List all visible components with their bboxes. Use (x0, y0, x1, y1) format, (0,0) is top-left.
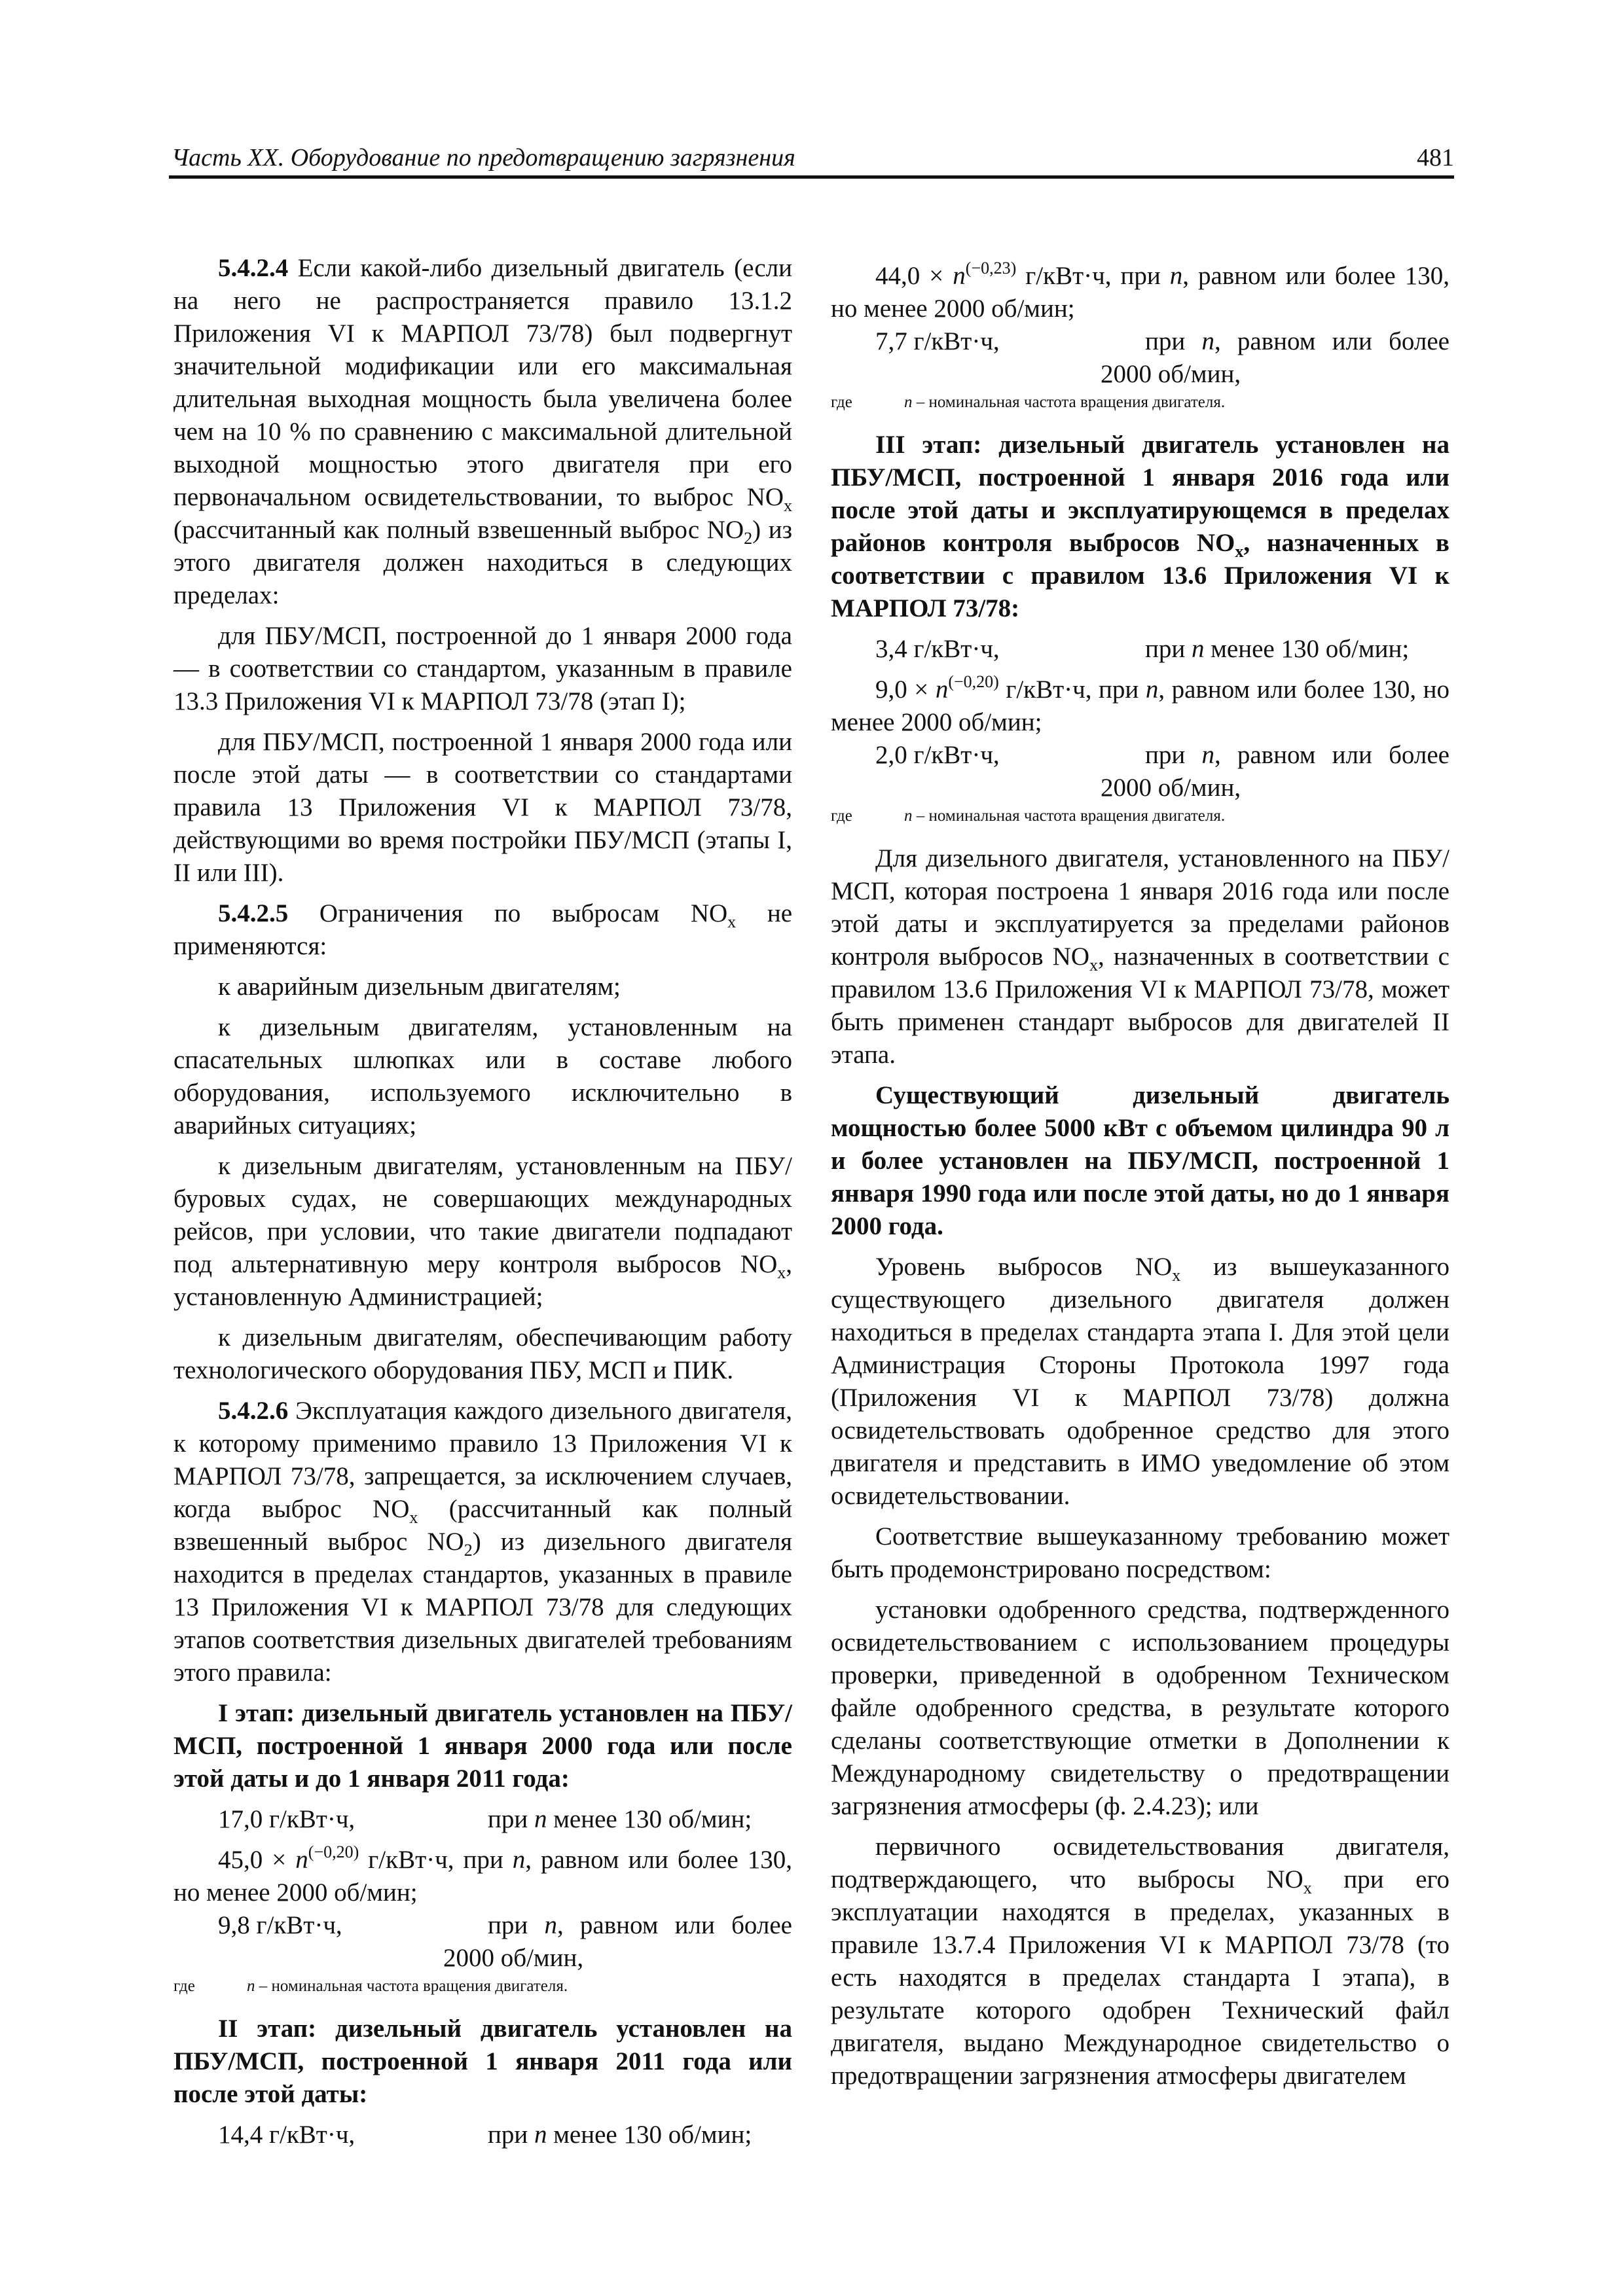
where-note (831, 391, 1450, 414)
stage-text: I этап: дизельный двигатель установлен на ПБУ/МСП, построенной 1 января 2000 года или после этой даты и до 1 января 2011 года: (173, 1699, 792, 1793)
right-column (831, 252, 1450, 2100)
n-symbol: n (534, 2121, 547, 2149)
subscript: 2 (464, 1540, 473, 1560)
condition-text: , равном или более 2000 об/мин, (1101, 327, 1450, 388)
condition-text: , равном или более 130, но менее 2000 об/мин; (831, 262, 1450, 323)
n-symbol: n (953, 262, 966, 290)
paragraph-before-2000: для ПБУ/МСП, построенной до 1 января 2000 года — в соответствии со стандартом, указанным в правиле 13.3 Приложения VI к МАРПОЛ 73/78 (этап I); (173, 622, 792, 715)
limit-value: 14,4 г/кВт·ч, (218, 2121, 356, 2149)
condition-text: , равном или более 130, но менее 2000 об/мин; (173, 1846, 793, 1907)
exponent: (−0,23) (965, 259, 1017, 278)
condition-text: при (1145, 327, 1202, 355)
subscript: x (1172, 1265, 1181, 1285)
where-text: – номинальная частота вращения двигателя. (912, 807, 1226, 825)
section-number: 5.4.2.5 (218, 899, 289, 927)
stage-3-row-2 (831, 666, 1450, 739)
limit-value: 7,7 г/кВт·ч, (875, 327, 1000, 355)
stage-3-heading (831, 429, 1450, 625)
left-column (173, 252, 792, 2151)
where-label: где (831, 393, 852, 411)
n-symbol: n (295, 1846, 308, 1874)
paragraph-text: Ограничения по выбросам NO (319, 899, 728, 927)
subscript: x (409, 1507, 418, 1527)
list-item-lifeboats: к дизельным двигателям, установленным на спасательных шлюпках или в составе любого оборудования, используемого исключительно в аварийных ситуациях; (173, 1013, 792, 1139)
paragraph-5-4-2-5 (173, 897, 792, 963)
limit-value: 17,0 г/кВт·ч, (218, 1805, 356, 1833)
stage-2-row-1 (173, 2119, 792, 2151)
stage-3-row-1 (831, 633, 1450, 666)
list-item-initial-survey (831, 1831, 1450, 2092)
limit-value: 45,0 × (218, 1846, 296, 1874)
paragraph-text: (рассчитанный как полный взвешенный выброс NO (173, 516, 744, 544)
where-text: – номинальная частота вращения двигателя. (255, 1977, 568, 1995)
stage-text-part: III этап: дизельный двигатель установлен на ПБУ/МСП, построенной 1 января 2016 года или после этой даты и эксплуатирующемся в пределах районов контроля выбросов NO (831, 431, 1450, 557)
subscript: x (1089, 955, 1099, 975)
paragraph-existing-engine (831, 1079, 1450, 1243)
condition-text: при (1145, 741, 1202, 769)
paragraph-text: Для дизельного двигателя, установленного на ПБУ/МСП, которая построена 1 января 2016 года или после этой даты и эксплуатируется за пределами районов контроля выбросов NO (831, 844, 1450, 971)
paragraph-compliance: Соответствие вышеуказанному требованию может быть продемонстрировано посредством: (831, 1522, 1450, 1583)
n-symbol: n (904, 393, 913, 411)
limit-condition (1101, 633, 1450, 666)
where-label: где (831, 807, 852, 825)
limit-condition (1101, 325, 1450, 391)
subscript: x (784, 495, 792, 515)
n-symbol: n (534, 1805, 547, 1833)
list-item-technological: к дизельным двигателям, обеспечивающим работу технологического оборудования ПБУ, МСП и ПИК. (173, 1323, 792, 1384)
paragraph-text: , назначенных в соответствии с правилом 13.6 Приложения VI к МАРПОЛ 73/78, может быть применен стандарт выбросов для двигателей II этапа. (831, 942, 1450, 1069)
header-rule (169, 175, 1454, 179)
paragraph-text: Если какой-либо дизельный двигатель (если на него не распространяется правило 13.1.2 Приложения VI к МАРПОЛ 73/78) был подвергнут значительной модификации или его максимальная длительная выходная мощность была увеличена более чем на 10 % по сравнению с максимальной длительной выходной мощностью этого двигателя при его первоначальном освидетельствовании, то выброс NO (173, 254, 793, 511)
limit-value: 9,8 г/кВт·ч, (218, 1911, 342, 1939)
stage-1-row-3 (173, 1909, 792, 1975)
paragraph-5-4-2-4 (173, 252, 792, 612)
paragraph-5-4-2-6 (173, 1395, 792, 1689)
subscript: x (1303, 1878, 1312, 1897)
stage-2-heading (173, 2013, 792, 2111)
paragraph-text: (рассчитанный как полный взвешенный выброс NO (173, 1495, 792, 1556)
condition-text: менее 130 об/мин; (547, 2121, 752, 2149)
n-symbol: n (1192, 635, 1205, 663)
subscript: x (777, 1263, 786, 1282)
stage-1-row-1 (173, 1803, 792, 1836)
section-number: 5.4.2.4 (218, 254, 289, 282)
stage-text-part: , назначенных в соответствии с правилом 13.6 Приложения VI к МАРПОЛ 73/78: (831, 529, 1450, 622)
paragraph-text: , установленную Администрацией; (173, 1250, 792, 1311)
n-symbol: n (1169, 262, 1183, 290)
limit-condition (1101, 739, 1450, 804)
paragraph-emission-level (831, 1251, 1450, 1513)
condition-text: при (488, 1911, 545, 1939)
stage-text (831, 431, 1450, 622)
limit-condition (443, 2119, 792, 2151)
section-number: 5.4.2.6 (218, 1397, 289, 1425)
list-item-drilling (173, 1150, 792, 1314)
paragraph-outside-eca (831, 842, 1450, 1071)
paragraph-text: ) из этого двигателя должен находиться в следующих пределах: (173, 516, 792, 609)
limit-value: 2,0 г/кВт·ч, (875, 741, 1000, 769)
n-symbol: n (1201, 327, 1214, 355)
condition-text: , равном или более 2000 об/мин, (1101, 741, 1450, 802)
stage-2-row-3 (831, 325, 1450, 391)
n-symbol: n (935, 675, 949, 704)
paragraph-text: ) из дизельного двигателя находится в пределах стандартов, указанных в правиле 13 Приложения VI к МАРПОЛ 73/78 для следующих этапов соответствия дизельных двигателей требованиям этого правила: (173, 1528, 792, 1687)
condition-text: менее 130 об/мин; (547, 1805, 752, 1833)
paragraph-after-2000: для ПБУ/МСП, построенной 1 января 2000 года или после этой даты — в соответствии со стандартами правила 13 Приложения VI к МАРПОЛ 73/78, действующими во время постройки ПБУ/МСП (этапы I, II или III). (173, 728, 792, 887)
stage-2-row-2 (831, 252, 1450, 325)
condition-text: при (488, 2121, 534, 2149)
stage-1-heading (173, 1697, 792, 1795)
stage-text: II этап: дизельный двигатель установлен на ПБУ/МСП, построенной 1 января 2011 года или после этой даты: (173, 2015, 792, 2108)
limit-unit: г/кВт·ч, при (998, 675, 1146, 704)
paragraph-text: Эксплуатация каждого дизельного двигателя, к которому применимо правило 13 Приложения VI к МАРПОЛ 73/78, запрещается, за исключением случаев, когда выброс NO (173, 1397, 792, 1523)
limit-condition (443, 1909, 792, 1975)
where-text: – номинальная частота вращения двигателя. (912, 393, 1226, 411)
limit-unit: г/кВт·ч, при (1016, 262, 1170, 290)
paragraph-text: не применяются: (173, 899, 793, 960)
subscript: x (727, 912, 737, 931)
subscript: x (1235, 541, 1244, 561)
paragraph-text: к дизельным двигателям, установленным на ПБУ/буровых судах, не совершающих международных рейсов, при условии, что такие двигатели подпадают под альтернативную меру контроля выбросов NO (173, 1152, 792, 1278)
limit-value: 3,4 г/кВт·ч, (875, 635, 1000, 663)
n-symbol: n (512, 1846, 526, 1874)
n-symbol: n (1201, 741, 1214, 769)
paragraph-text: при его эксплуатации находятся в пределах, указанных в правиле 13.7.4 Приложения VI к МАРПОЛ 73/78 (то есть находятся в пределах стандарта I этапа), в результате которого одобрен Технический файл двигателя, выдано Международное свидетельство о предотвращении загрязнения атмосферы двигателем (831, 1865, 1450, 2090)
list-item-approved-method: установки одобренного средства, подтвержденного освидетельствованием с использованием процедуры проверки, приведенной в одобренном Техническом файле одобренного средства, в результате которого сделаны соответствующие отметки в Дополнении к Международному свидетельству о предотвращении загрязнения атмосферы (ф. 2.4.23); или (831, 1596, 1450, 1820)
limit-unit: г/кВт·ч, при (359, 1846, 513, 1874)
exponent: (−0,20) (308, 1842, 359, 1861)
paragraph-text: первичного освидетельствования двигателя, подтверждающего, что выбросы NO (831, 1833, 1450, 1893)
limit-value: 9,0 × (875, 675, 936, 704)
paragraph-text: из вышеуказанного существующего дизельного двигателя должен находиться в пределах стандарта этапа I. Для этой цели Администрация Стороны Протокола 1997 года (Приложения VI к МАРПОЛ 73/78) должна освидетельствовать одобренное средство для этого двигателя и представить в ИМО уведомление об этом освидетельствовании. (831, 1253, 1450, 1510)
stage-3-row-3 (831, 739, 1450, 804)
n-symbol: n (544, 1911, 557, 1939)
where-note (831, 804, 1450, 828)
paragraph-text: Существующий дизельный двигатель мощностью более 5000 кВт с объемом цилиндра 90 л и более установлен на ПБУ/МСП, построенной 1 января 1990 года или после этой даты, но до 1 января 2000 года. (831, 1081, 1450, 1240)
condition-text: при (1145, 635, 1192, 663)
condition-text: , равном или более 2000 об/мин, (443, 1911, 792, 1972)
stage-1-row-2 (173, 1836, 792, 1909)
limit-condition (443, 1803, 792, 1836)
where-label: где (173, 1977, 195, 1995)
subscript: 2 (744, 528, 753, 548)
limit-value: 44,0 × (875, 262, 953, 290)
page-number: 481 (1417, 144, 1454, 171)
where-note (173, 1975, 792, 1998)
n-symbol: n (247, 1977, 255, 1995)
condition-text: менее 130 об/мин; (1204, 635, 1410, 663)
exponent: (−0,20) (948, 672, 999, 691)
condition-text: при (488, 1805, 534, 1833)
paragraph-text: Уровень выбросов NO (875, 1253, 1173, 1281)
n-symbol: n (904, 807, 913, 825)
n-symbol: n (1145, 675, 1159, 704)
list-item-emergency: к аварийным дизельным двигателям; (218, 973, 621, 1001)
running-header-title: Часть XX. Оборудование по предотвращению загрязнения (172, 144, 795, 171)
condition-text: , равном или более 130, но менее 2000 об/мин; (831, 675, 1450, 736)
